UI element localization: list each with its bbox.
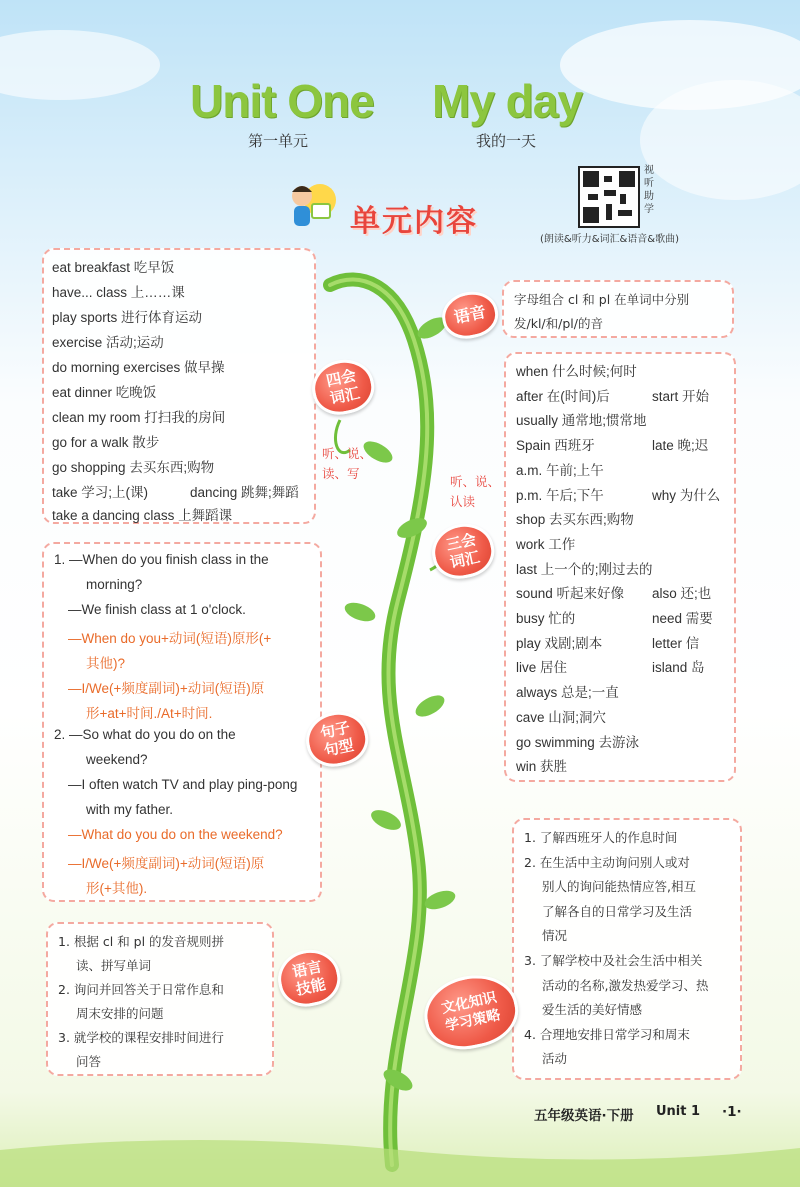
vocab-item: do morning exercises 做早操 (52, 360, 225, 375)
culture-item: 1. 了解西班牙人的作息时间 (524, 830, 678, 845)
vocab-item: take 学习;上(课) (52, 485, 149, 500)
phonics-box (502, 280, 734, 338)
sentence-pattern: 其他)? (86, 656, 126, 671)
language-skills-badge: 语言技能 (273, 944, 345, 1012)
qr-side-text: 视 听 助 学 (644, 165, 654, 215)
culture-item: 活动 (542, 1051, 568, 1067)
vocab-item: when 什么时候;何时 (516, 364, 637, 379)
phonics-text: 字母组合 cl 和 pl 在单词中分别 (514, 292, 690, 307)
language-skills-box (46, 922, 274, 1076)
skill-item: 3. 就学校的课程安排时间进行 (58, 1030, 224, 1045)
vocab-item: cave 山洞;洞穴 (516, 709, 607, 725)
sentence-pattern: —What do you do on the weekend? (68, 827, 283, 842)
culture-box (512, 818, 742, 1080)
phonics-badge: 语音 (438, 287, 502, 344)
culture-item: 爱生活的美好情感 (542, 1002, 643, 1018)
vocab-item: after 在(时间)后 (516, 388, 610, 404)
culture-item: 2. 在生活中主动询问别人或对 (524, 854, 690, 870)
book-name: 五年级英语·下册 (534, 1108, 634, 1124)
sentence-pattern: 形(+其他). (86, 881, 148, 896)
vocab-item: eat dinner 吃晚饭 (52, 385, 157, 400)
culture-item: 活动的名称,激发热爱学习、热 (542, 977, 709, 993)
culture-item: 情况 (542, 928, 568, 944)
vocab-item: letter 信 (652, 635, 700, 651)
unit-topic-chinese: 我的一天 (476, 132, 537, 150)
unit-label: Unit 1 (656, 1104, 701, 1119)
skill-item: 周末安排的问题 (76, 1006, 164, 1021)
sentence-box (42, 542, 322, 902)
sentence-question: weekend? (86, 752, 148, 767)
vocab-item: usually 通常地;惯常地 (516, 413, 647, 429)
unit-topic: My day (432, 75, 582, 127)
four-skills-vocab-badge: 四会词汇 (307, 354, 379, 420)
culture-item: 别人的询问能热情应答,相互 (542, 879, 696, 895)
vocab-item: start 开始 (652, 388, 710, 404)
vocab-item: have... class 上……课 (52, 285, 185, 300)
sentence-pattern: —I/We(+频度副词)+动词(短语)原 (68, 856, 265, 871)
sentence-answer: —We finish class at 1 o'clock. (68, 602, 246, 617)
skill-item: 问答 (76, 1054, 102, 1069)
sentence-answer: with my father. (86, 802, 174, 817)
vocab-item: always 总是;一直 (516, 685, 619, 701)
vocab-item: play sports 进行体育运动 (52, 310, 203, 325)
section-title: 单元内容 (350, 204, 478, 239)
culture-item: 4. 合理地安排日常学习和周末 (524, 1026, 690, 1042)
vocab-item: live 居住 (516, 660, 568, 676)
vocab-item: work 工作 (516, 536, 576, 552)
vocab-item: exercise 活动;运动 (52, 335, 164, 350)
three-skills-vocab-box (504, 352, 736, 782)
vocab-item: shop 去买东西;购物 (516, 512, 634, 528)
sentence-question: 1. —When do you finish class in the (54, 552, 269, 567)
vocab-item: go for a walk 散步 (52, 435, 160, 450)
three-skills-vocab-badge: 三会词汇 (427, 518, 499, 584)
vocab-item: a.m. 午前;上午 (516, 462, 604, 478)
skill-item: 读、拼写单词 (76, 958, 152, 973)
sentence-pattern: —When do you+动词(短语)原形(+ (68, 631, 272, 646)
vocab-item: clean my room 打扫我的房间 (52, 410, 226, 425)
unit-title-chinese: 第一单元 (248, 132, 309, 150)
sentence-question: morning? (86, 577, 143, 592)
vocab-item: take a dancing class 上舞蹈课 (52, 508, 233, 523)
sentence-question: 2. —So what do you do on the (54, 727, 236, 742)
four-skills-vocab-box (42, 248, 316, 524)
vocab-item: island 岛 (652, 660, 705, 676)
sentence-pattern: —I/We(+频度副词)+动词(短语)原 (68, 681, 265, 696)
three-skills-note: 听、说、 认读 (450, 474, 501, 509)
culture-strategy-badge: 文化知识学习策略 (418, 967, 525, 1057)
vocab-item: busy 忙的 (516, 611, 576, 626)
vocab-item: Spain 西班牙 (516, 438, 595, 454)
unit-title: Unit One (190, 75, 374, 127)
vocab-item: dancing 跳舞;舞蹈 (190, 485, 299, 500)
qr-caption: (朗读&听力&词汇&语音&歌曲) (540, 234, 679, 245)
vocab-item: need 需要 (652, 611, 713, 626)
vocab-item: why 为什么 (652, 487, 721, 503)
vocab-item: last 上一个的;刚过去的 (516, 561, 653, 577)
skill-item: 2. 询问并回答关于日常作息和 (58, 982, 224, 997)
vocab-item: late 晚;迟 (652, 438, 709, 454)
sentence-answer: —I often watch TV and play ping-pong (68, 777, 298, 792)
vocab-item: p.m. 午后;下午 (516, 487, 604, 503)
vocab-item: win 获胜 (516, 759, 568, 775)
culture-item: 3. 了解学校中及社会生活中相关 (524, 953, 703, 968)
vocab-item: sound 听起来好像 (516, 586, 625, 602)
skill-item: 1. 根据 cl 和 pl 的发音规则拼 (58, 934, 225, 949)
vocab-item: go swimming 去游泳 (516, 734, 640, 750)
vocab-item: eat breakfast 吃早饭 (52, 260, 175, 275)
vocab-item: play 戏剧;剧本 (516, 635, 603, 651)
sentence-pattern: 形+at+时间./At+时间. (86, 706, 213, 721)
vocab-item: go shopping 去买东西;购物 (52, 460, 215, 475)
page-number: ·1· (722, 1104, 742, 1120)
vocab-item: also 还;也 (652, 586, 712, 602)
culture-item: 了解各自的日常学习及生活 (542, 903, 693, 919)
sentence-badge: 句子句型 (301, 706, 373, 772)
phonics-text: 发/kl/和/pl/的音 (514, 316, 603, 331)
four-skills-note: 听、说、 读、写 (322, 446, 373, 481)
